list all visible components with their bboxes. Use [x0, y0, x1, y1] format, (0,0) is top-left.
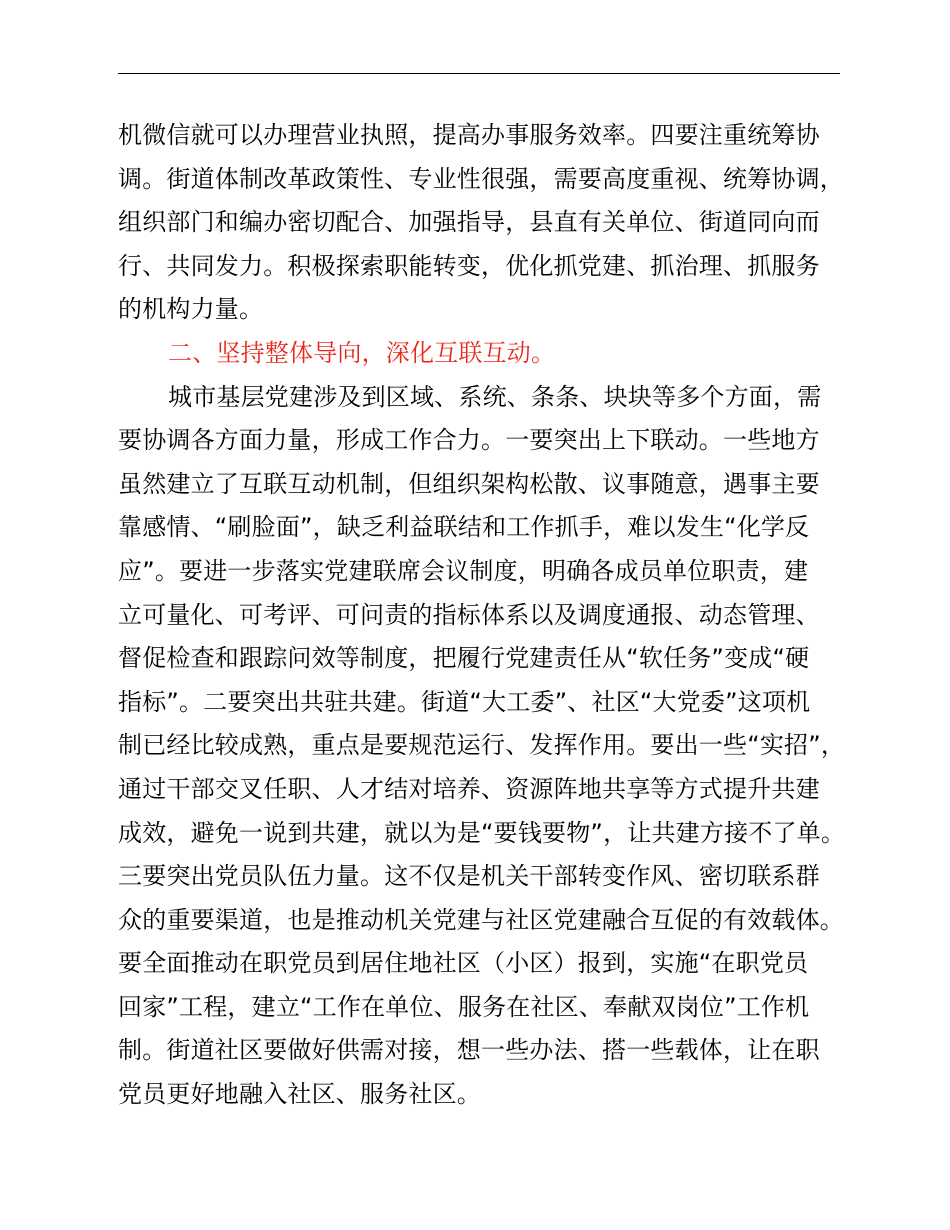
text-line: 通过干部交叉任职、人才结对培养、资源阵地共享等方式提升共建: [118, 774, 820, 803]
text-line: 应”。要进一步落实党建联席会议制度，明确各成员单位职责，建: [118, 556, 809, 585]
text-line: 机微信就可以办理营业执照，提高办事服务效率。四要注重统筹协: [118, 121, 820, 149]
text-line: 城市基层党建涉及到区域、系统、条条、块块等多个方面，需: [168, 382, 822, 411]
document-body: [118, 114, 848, 1117]
text-line: 三要突出党员队伍力量。这不仅是机关干部转变作风、密切联系群: [118, 862, 820, 891]
header-rule: [118, 73, 840, 74]
text-line: 制已经比较成熟，重点是要规范运行、发挥作用。要出一些“实招”，: [118, 731, 846, 760]
text-line: 要全面推动在职党员到居住地社区（小区）报到，实施“在职党员: [118, 949, 809, 978]
text-line: 回家”工程，建立“工作在单位、服务在社区、奉献双岗位”工作机: [118, 992, 810, 1021]
text-line: 党员更好地融入社区、服务社区。: [118, 1080, 481, 1109]
text-line: 调。街道体制改革政策性、专业性很强，需要高度重视、统筹协调，: [118, 164, 844, 193]
text-line: 成效，避免一说到共建，就以为是“要钱要物”，让共建方接不了单。: [118, 818, 846, 847]
text-line: 众的重要渠道，也是推动机关党建与社区党建融合互促的有效载体。: [118, 905, 844, 934]
text-line: 指标”。二要突出共驻共建。街道“大工委”、社区“大党委”这项机: [118, 687, 811, 716]
text-line: 靠感情、“刷脸面”，缺乏利益联结和工作抓手，难以发生“化学反: [118, 513, 810, 542]
text-line: 的机构力量。: [118, 295, 264, 324]
text-line: 虽然建立了互联互动机制，但组织架构松散、议事随意，遇事主要: [118, 469, 820, 498]
section-heading: 二、坚持整体导向，深化互联互动。: [168, 338, 556, 367]
text-line: 行、共同发力。积极探索职能转变，优化抓党建、抓治理、抓服务: [118, 251, 820, 280]
text-line: 制。街道社区要做好供需对接，想一些办法、搭一些载体，让在职: [118, 1036, 820, 1065]
text-line: 督促检查和跟踪问效等制度，把履行党建责任从“软任务”变成“硬: [118, 644, 810, 673]
text-line: 要协调各方面力量，形成工作合力。一要突出上下联动。一些地方: [118, 426, 820, 455]
text-line: 组织部门和编办密切配合、加强指导，县直有关单位、街道同向而: [118, 208, 820, 237]
text-line: 立可量化、可考评、可问责的指标体系以及调度通报、动态管理、: [118, 600, 820, 629]
